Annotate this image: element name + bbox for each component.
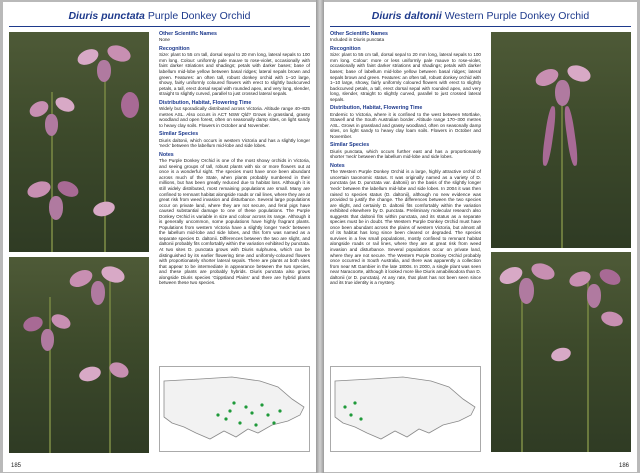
right-photo-top [491,32,631,248]
left-title-rule [9,26,310,27]
right-distribution-heading: Distribution, Habitat, Flowering Time [330,105,423,112]
left-recognition-heading: Recognition [159,45,190,52]
left-distribution-heading: Distribution, Habitat, Flowering Time [159,99,252,106]
right-page [324,2,637,472]
left-distribution-map [159,366,310,452]
right-title-rule [330,26,631,27]
left-title-common: Purple Donkey Orchid [147,10,251,22]
left-page-title [3,10,316,22]
left-title-scientific: Diuris punctata [68,10,145,22]
left-page-number: 185 [11,463,22,469]
right-recognition-body: Size: plant to 55 cm tall, dorsal sepal to 20 mm long, lateral sepals to 100 mm long. Colour: more or less uniformly pale mauve to rose-violet, occasionally with faint darker striations and shadings; petals with darker bases; base of labellum mid-lobe yellow between basal ridges; lateral sepals brown and green. Features: an often tall, robust donkey orchid with 1–10 large, showy, fairly uniformly coloured flowers with erect to slightly backcurved petals, a tall, erect dorsal sepal with rounded apex, and very long, slender, straight to slightly curved, parallel to just crossed lateral sepals. [330,52,481,102]
left-recognition-body: Size: plant to 55 cm tall, dorsal sepal to 20 mm long, lateral sepals to 100 mm long. Colour: uniformly pale mauve to rose-violet, occasionally with faint darker striations and shadings; petals with darker bases; base of labellum mid-lobe yellow between basal ridges; lateral sepals brown and green. Features: an often tall, robust donkey orchid with 1–10 large, showy, fairly uniformly coloured flowers with erect to slightly backcurved petals, a tall, erect dorsal sepal with rounded apex, and very long, slender, straight to slightly curved, parallel to just crossed lateral sepals. [159,52,310,97]
right-similar-body: Diuris punctata, which occurs further east and has a proportionately shorter 'neck' between the labellum mid-lobe and side lobes. [330,148,481,160]
book-gutter [316,0,324,473]
right-similar-heading: Similar Species [330,142,370,149]
right-page-title [324,10,637,22]
right-distribution-map [330,366,481,452]
left-photo-top [9,32,149,252]
left-other-names-heading: Other Scientific Names [159,31,217,37]
right-distribution-body: Endemic to Victoria, where it is confined to the west between Mortlake, Stawell and the South Australian border. Altitude range 170–300 metres ASL. Grows in grassland and grassy woodland, often on seasonally damp sites, on light sandy to heavy clay loam soils. Flowers in October and November. [330,111,481,139]
right-page-number: 186 [618,463,629,469]
left-text-column [159,31,310,286]
right-title-common: Western Purple Donkey Orchid [444,10,590,22]
left-notes-heading: Notes [159,151,174,158]
left-similar-heading: Similar Species [159,131,199,138]
right-notes-heading: Notes [330,162,345,169]
left-distribution-body: Widely but sporadically distributed across Victoria. Altitude range 40–825 metres ASL. Also occurs in ACT NSW Qld? Grows in grassland, grassy woodland and open forest, often on seasonally damp sites, on light sandy to heavy clay soils. Flowers in October and November. [159,106,310,128]
right-other-names-heading: Other Scientific Names [330,31,388,37]
right-notes-body: The Western Purple Donkey Orchid is a large, highly attractive orchid of uncertain taxonomic status. It was originally named as a variety of D. punctata (as D. punctata var. daltonii) on the basis of the slightly longer 'neck' between the labellum mid-lobe and side lobes. In 2004 it was then raised to species status (D. daltonii), although no new evidence was provided to justify the change. The differences between the two species are slight, and certainly D. daltonii fits comfortably within the variation exhibited elsewhere by D. punctata. Preliminary molecular research also suggests that daltonii fits within punctata, and its status as a separate species must be in doubt. The Western Purple Donkey Orchid must have once been abundant across the plains of western Victoria, but almost all of its habitat has long since been cleared or degraded. The species survives in a few small populations, mostly confined to remnant habitat alongside roads or rail lines, where they are at great risk from weed invasion and disturbance. Several populations occur on private land, where they are not secure. The Western Purple Donkey Orchid probably once occurred in South Australia, and there was apparently a collection from near Mt Gambier in the late 1800s. In 2000, a single plant was seen near Naracoorte, although it looked more like Diuris amabilisodora than D. daltonii (or D. punctata). At any rate, that plant has not been seen since and its true identity is a mystery. [330,169,481,286]
right-recognition-heading: Recognition [330,45,361,52]
right-text-column [330,31,481,286]
left-notes-body: The Purple Donkey Orchid is one of the most showy orchids in Victoria, and seeing groups of tall, robust plants with six or more flowers out at once is a wonderful sight. The species must have once been abundant across much of the State, when plants probably numbered in their millions, but has been greatly reduced due to habitat loss. Although it is still widely distributed, most remaining populations are small. Many are confined to remnant habitat alongside roads or rail lines, where they are at great risk from weed invasion and disturbance. Several large populations occur on private land, where they are not secure, and feral pigs have caused substantial damage to one of these populations. The Purple Donkey Orchid is variable in size and colour across its range. Although it is generally uncommon, some populations have highly fragrant plants. Populations from western Victoria have a slightly longer 'neck' between the labellum mid-lobe and side lobes, and this form was named as a separate species D. daltonii. Differences between the two are slight, and daltonii probably fits comfortably within the variation exhibited by punctata. At two sites D. punctata grows with Diuris sulphurea, which can be distinguished by its earlier flowering time and uniformly-coloured flowers with proportionately shorter lateral sepals. There are plants at both sites that appear to be intermediate in appearance between the two species, and these plants are probably hybrids. Diuris punctata also grows alongside Diuris species 'Gippsland Plains' and there are hybrid plants between these two species. [159,158,310,286]
left-photo-bottom [9,257,149,453]
right-photo-bottom [491,252,631,452]
left-page [3,2,316,472]
left-other-names-body: None [159,37,170,43]
right-title-scientific: Diuris daltonii [371,10,442,22]
left-similar-body: Diuris daltonii, which occurs in western Victoria and has a slightly longer 'neck' between the labellum mid-lobe and side lobes. [159,137,310,149]
right-other-names-body: Included in Diuris punctata [330,37,385,43]
